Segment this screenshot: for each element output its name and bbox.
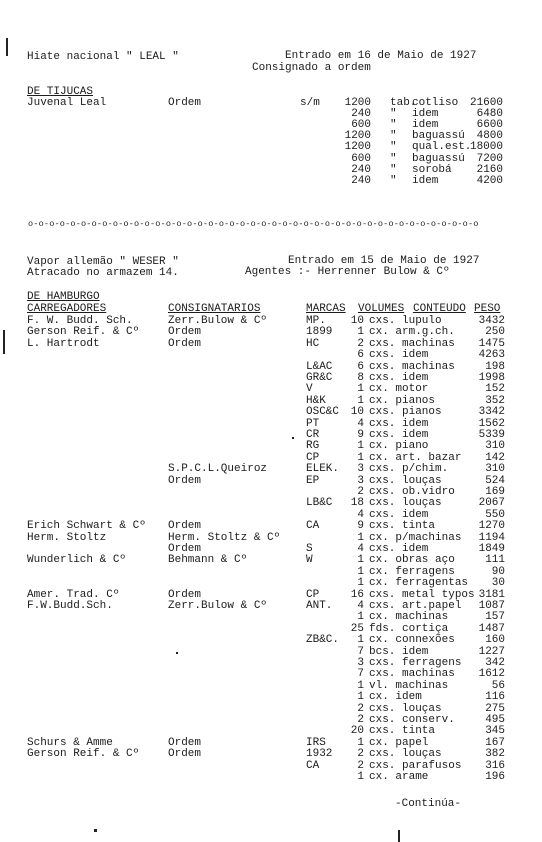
- cargo-qty: 1200: [344, 130, 371, 143]
- weight-cell: 196: [485, 771, 505, 783]
- weight-cell: 111: [485, 554, 505, 567]
- weight-cell: 1270: [478, 520, 505, 533]
- contents-cell: cxs. lupulo: [369, 315, 442, 327]
- shipper-cell: F.W.Budd.Sch.: [27, 600, 113, 612]
- mark-cell: HC: [306, 337, 320, 350]
- weight-cell: 275: [485, 702, 505, 715]
- volume-qty: 1: [357, 383, 364, 396]
- cargo-unit: ": [390, 141, 397, 154]
- cargo-unit: ": [390, 108, 397, 121]
- weight-cell: 2067: [478, 497, 505, 510]
- weight-cell: 524: [485, 474, 505, 487]
- contents-cell: cx. arm.g.ch.: [369, 326, 455, 339]
- cargo-item: idem: [412, 108, 439, 121]
- mark-cell: ZB&C.: [306, 634, 340, 647]
- weight-cell: 310: [485, 463, 505, 476]
- mark-cell: H&K: [306, 394, 326, 407]
- weight-cell: 90: [491, 565, 505, 578]
- consignee-cell: Herm. Stoltz & Cº: [168, 531, 281, 544]
- volume-qty: 3: [357, 474, 364, 487]
- contents-cell: cx. art. bazar: [369, 451, 462, 464]
- weight-cell: 352: [485, 394, 505, 407]
- mark-cell: 1932: [306, 748, 333, 761]
- contents-cell: cxs. pianos: [369, 406, 442, 419]
- contents-cell: cxs. ferragens: [369, 657, 462, 669]
- shipper-name: Juvenal Leal: [27, 97, 107, 109]
- volume-qty: 16: [350, 588, 364, 601]
- scan-dot: [176, 652, 178, 654]
- scan-mark-left: [3, 330, 5, 354]
- consignee-cell: Ordem: [168, 543, 202, 555]
- contents-cell: cx. obras aço: [369, 554, 455, 567]
- cargo-item: cotliso: [412, 97, 459, 109]
- volume-qty: 6: [357, 349, 364, 362]
- contents-cell: cx. piano: [369, 440, 429, 453]
- consignee-cell: Ordem: [168, 736, 202, 749]
- ship-name-2: Vapor allemão " WESER ": [27, 256, 179, 268]
- ship-name: Hiate nacional " LEAL ": [27, 51, 179, 63]
- contents-cell: cxs. parafusos: [369, 759, 462, 772]
- mark-cell: 1899: [306, 326, 333, 339]
- mark-cell: CR: [306, 429, 320, 441]
- volume-qty: 1: [357, 736, 364, 749]
- volume-qty: 1: [357, 531, 364, 544]
- scan-dot: [94, 829, 97, 832]
- agents-note: Agentes :- Herrenner Bulow & Cº: [245, 266, 450, 278]
- storage-note: Atracado no armazem 14.: [27, 267, 179, 279]
- mark-cell: LB&C: [306, 497, 333, 510]
- volume-qty: 2: [357, 748, 364, 761]
- continues-note: -Continúa-: [395, 798, 462, 810]
- weight-cell: 1475: [478, 337, 505, 350]
- contents-cell: cxs. machinas: [369, 337, 455, 350]
- volume-qty: 4: [357, 417, 364, 430]
- contents-cell: cxs. idem: [369, 429, 429, 441]
- header-volumes: VOLUMES: [358, 303, 405, 315]
- volume-qty: 1: [357, 451, 364, 464]
- contents-cell: cxs. machinas: [369, 360, 455, 373]
- weight-cell: 142: [485, 451, 505, 464]
- weight-cell: 3181: [478, 588, 505, 601]
- mark-cell: ANT.: [306, 600, 333, 612]
- volume-qty: 4: [357, 543, 364, 555]
- volume-qty: 2: [357, 337, 364, 350]
- cargo-weight: 4800: [476, 130, 503, 143]
- weight-cell: 382: [485, 748, 505, 761]
- volume-qty: 1: [357, 691, 364, 704]
- cargo-weight: 6600: [476, 119, 503, 132]
- weight-cell: 1087: [478, 600, 505, 612]
- contents-cell: cxs. ob.vidro: [369, 486, 455, 498]
- weight-cell: 310: [485, 440, 505, 453]
- weight-cell: 316: [485, 759, 505, 772]
- volume-qty: 10: [350, 315, 364, 327]
- entry-date: Entrado em 16 de Maio de 1927: [285, 50, 477, 62]
- cargo-qty: 240: [351, 174, 371, 187]
- shipper-cell: Amer. Trad. Cº: [27, 588, 120, 601]
- shipper-cell: Herm. Stoltz: [27, 531, 107, 544]
- consignee-cell: S.P.C.L.Queiroz: [168, 463, 268, 476]
- volume-qty: 2: [357, 486, 364, 498]
- cargo-item: baguassú: [412, 130, 465, 143]
- consignee-cell: Ordem: [168, 520, 202, 533]
- separator-line: o-o-o-o-o-o-o-o-o-o-o-o-o-o-o-o-o-o-o-o-o-o-o-o-o-o-o-o-o-o-o-o-o-o-o-o-o-o-o-o-o-o-o: [28, 219, 479, 229]
- volume-qty: 1: [357, 440, 364, 453]
- volume-qty: 1: [357, 565, 364, 578]
- cargo-unit: tab.: [390, 97, 417, 109]
- volume-qty: 7: [357, 668, 364, 681]
- volume-qty: 18: [350, 497, 364, 510]
- origin-port-2: DE HAMBURGO: [27, 291, 100, 303]
- weight-cell: 1487: [478, 622, 505, 635]
- cargo-unit: ": [390, 174, 397, 187]
- volume-qty: 1: [357, 611, 364, 624]
- contents-cell: bcs. idem: [369, 645, 429, 658]
- weight-cell: 160: [485, 634, 505, 647]
- contents-cell: cxs. louças: [369, 497, 442, 510]
- volume-qty: 3: [357, 463, 364, 476]
- mark-label: s/m: [300, 97, 320, 109]
- weight-cell: 169: [485, 486, 505, 498]
- weight-cell: 1998: [478, 372, 505, 384]
- contents-cell: cx. idem: [369, 691, 422, 704]
- consignee-cell: Ordem: [168, 748, 202, 761]
- volume-qty: 1: [357, 771, 364, 783]
- contents-cell: cxs. metal typos: [369, 588, 475, 601]
- consignee-cell: Zerr.Bulow & Cº: [168, 600, 268, 612]
- cargo-weight: 4200: [476, 174, 503, 187]
- weight-cell: 495: [485, 714, 505, 726]
- weight-cell: 3432: [478, 315, 505, 327]
- weight-cell: 152: [485, 383, 505, 396]
- volume-qty: 3: [357, 657, 364, 669]
- volume-qty: 1: [357, 554, 364, 567]
- contents-cell: cxs. idem: [369, 372, 429, 384]
- contents-cell: vl. machinas: [369, 679, 449, 692]
- cargo-unit: ": [390, 119, 397, 132]
- mark-cell: CA: [306, 520, 320, 533]
- contents-cell: cxs. idem: [369, 543, 429, 555]
- mark-cell: EP: [306, 474, 320, 487]
- weight-cell: 550: [485, 508, 505, 521]
- mark-cell: RG: [306, 440, 320, 453]
- contents-cell: cxs. machinas: [369, 668, 455, 681]
- cargo-unit: ": [390, 152, 397, 165]
- header-shipper: CARREGADORES: [27, 303, 107, 315]
- mark-cell: W: [306, 554, 313, 567]
- weight-cell: 116: [485, 691, 505, 704]
- header-contents: CONTEUDO: [413, 303, 466, 315]
- mark-cell: CA: [306, 759, 320, 772]
- cargo-item: sorobá: [412, 163, 452, 176]
- weight-cell: 157: [485, 611, 505, 624]
- weight-cell: 250: [485, 326, 505, 339]
- contents-cell: cxs. conserv.: [369, 714, 455, 726]
- header-consignee: CONSIGNATARIOS: [168, 303, 261, 315]
- weight-cell: 5339: [478, 429, 505, 441]
- mark-cell: IRS: [306, 736, 326, 749]
- consignee-cell: Ordem: [168, 326, 202, 339]
- cargo-weight: 21600: [469, 97, 503, 109]
- mark-cell: MP.: [306, 315, 326, 327]
- contents-cell: cx. ferragentas: [369, 577, 469, 590]
- mark-cell: CP: [306, 451, 320, 464]
- consignee-cell: Ordem: [168, 474, 202, 487]
- volume-qty: 1: [357, 394, 364, 407]
- volume-qty: 2: [357, 714, 364, 726]
- mark-cell: V: [306, 383, 313, 396]
- cargo-weight: 2160: [476, 163, 503, 176]
- weight-cell: 3342: [478, 406, 505, 419]
- contents-cell: cx. ferragens: [369, 565, 455, 578]
- volume-qty: 6: [357, 360, 364, 373]
- consignee-name: Ordem: [168, 97, 202, 109]
- consignee-cell: Ordem: [168, 337, 202, 350]
- cargo-qty: 600: [351, 152, 371, 165]
- contents-cell: cx. motor: [369, 383, 429, 396]
- contents-cell: cx. papel: [369, 736, 429, 749]
- scan-mark-bottom: [398, 830, 400, 842]
- weight-cell: 1562: [478, 417, 505, 430]
- contents-cell: cxs. tinta: [369, 725, 436, 738]
- volume-qty: 2: [357, 759, 364, 772]
- cargo-unit: ": [390, 163, 397, 176]
- contents-cell: cxs. louças: [369, 748, 442, 761]
- weight-cell: 4263: [478, 349, 505, 362]
- contents-cell: cxs. idem: [369, 349, 429, 362]
- contents-cell: cxs. louças: [369, 702, 442, 715]
- entry-date-2: Entrado em 15 de Maio de 1927: [288, 255, 480, 267]
- contents-cell: cx. arame: [369, 771, 429, 783]
- mark-cell: ELEK.: [306, 463, 340, 476]
- weight-cell: 345: [485, 725, 505, 738]
- header-marks: MARCAS: [306, 303, 346, 315]
- consignee-cell: Zerr.Bulow & Cº: [168, 315, 268, 327]
- shipper-cell: L. Hartrodt: [27, 337, 100, 350]
- volume-qty: 1: [357, 634, 364, 647]
- contents-cell: cxs. idem: [369, 508, 429, 521]
- shipper-cell: Schurs & Amme: [27, 736, 113, 749]
- volume-qty: 1: [357, 577, 364, 590]
- shipper-cell: Gerson Reif. & Cº: [27, 326, 140, 339]
- contents-cell: cx. machinas: [369, 611, 449, 624]
- volume-qty: 1: [357, 326, 364, 339]
- mark-cell: S: [306, 543, 313, 555]
- shipper-cell: Erich Schwart & Cº: [27, 520, 146, 533]
- volume-qty: 1: [357, 679, 364, 692]
- contents-cell: cxs. louças: [369, 474, 442, 487]
- volume-qty: 4: [357, 600, 364, 612]
- volume-qty: 8: [357, 372, 364, 384]
- cargo-item: baguassú: [412, 152, 465, 165]
- contents-cell: cxs. p/chim.: [369, 463, 449, 476]
- volume-qty: 9: [357, 520, 364, 533]
- shipper-cell: F. W. Budd. Sch.: [27, 315, 133, 327]
- consignee-cell: Ordem: [168, 588, 202, 601]
- volume-qty: 4: [357, 508, 364, 521]
- cargo-qty: 240: [351, 163, 371, 176]
- mark-cell: OSC&C: [306, 406, 340, 419]
- cargo-qty: 240: [351, 108, 371, 121]
- shipper-cell: Wunderlich & Cº: [27, 554, 127, 567]
- volume-qty: 10: [350, 406, 364, 419]
- origin-port: DE TIJUCAS: [27, 86, 94, 98]
- volume-qty: 2: [357, 702, 364, 715]
- mark-cell: GR&C: [306, 372, 333, 384]
- volume-qty: 25: [350, 622, 364, 635]
- cargo-qty: 600: [351, 119, 371, 132]
- cargo-unit: ": [390, 130, 397, 143]
- contents-cell: cx. connexões: [369, 634, 455, 647]
- consignment-note: Consignado a ordem: [252, 62, 371, 74]
- weight-cell: 1227: [478, 645, 505, 658]
- mark-cell: L&AC: [306, 360, 333, 373]
- contents-cell: cx. pianos: [369, 394, 436, 407]
- cargo-qty: 1200: [344, 97, 371, 109]
- volume-qty: 9: [357, 429, 364, 441]
- cargo-item: idem: [412, 119, 439, 132]
- volume-qty: 7: [357, 645, 364, 658]
- contents-cell: cxs. idem: [369, 417, 429, 430]
- weight-cell: 342: [485, 657, 505, 669]
- cargo-qty: 1200: [344, 141, 371, 154]
- weight-cell: 1612: [478, 668, 505, 681]
- scan-dot: [292, 437, 294, 439]
- weight-cell: 1849: [478, 543, 505, 555]
- volume-qty: 20: [350, 725, 364, 738]
- weight-cell: 56: [491, 679, 505, 692]
- contents-cell: cxs. tinta: [369, 520, 436, 533]
- contents-cell: fds. cortiça: [369, 622, 449, 635]
- weight-cell: 1194: [478, 531, 505, 544]
- scan-mark-top: [6, 38, 8, 56]
- cargo-weight: 6480: [476, 108, 503, 121]
- mark-cell: PT: [306, 417, 320, 430]
- cargo-weight: 18000: [469, 141, 503, 154]
- shipper-cell: Gerson Reif. & Cº: [27, 748, 140, 761]
- consignee-cell: Behmann & Cº: [168, 554, 248, 567]
- cargo-weight: 7200: [476, 152, 503, 165]
- contents-cell: cxs. art.papel: [369, 600, 462, 612]
- cargo-item: qual.est.: [412, 141, 472, 154]
- weight-cell: 30: [491, 577, 505, 590]
- contents-cell: cx. p/machinas: [369, 531, 462, 544]
- weight-cell: 167: [485, 736, 505, 749]
- header-weight: PESO: [474, 303, 501, 315]
- weight-cell: 198: [485, 360, 505, 373]
- mark-cell: CP: [306, 588, 320, 601]
- cargo-item: idem: [412, 174, 439, 187]
